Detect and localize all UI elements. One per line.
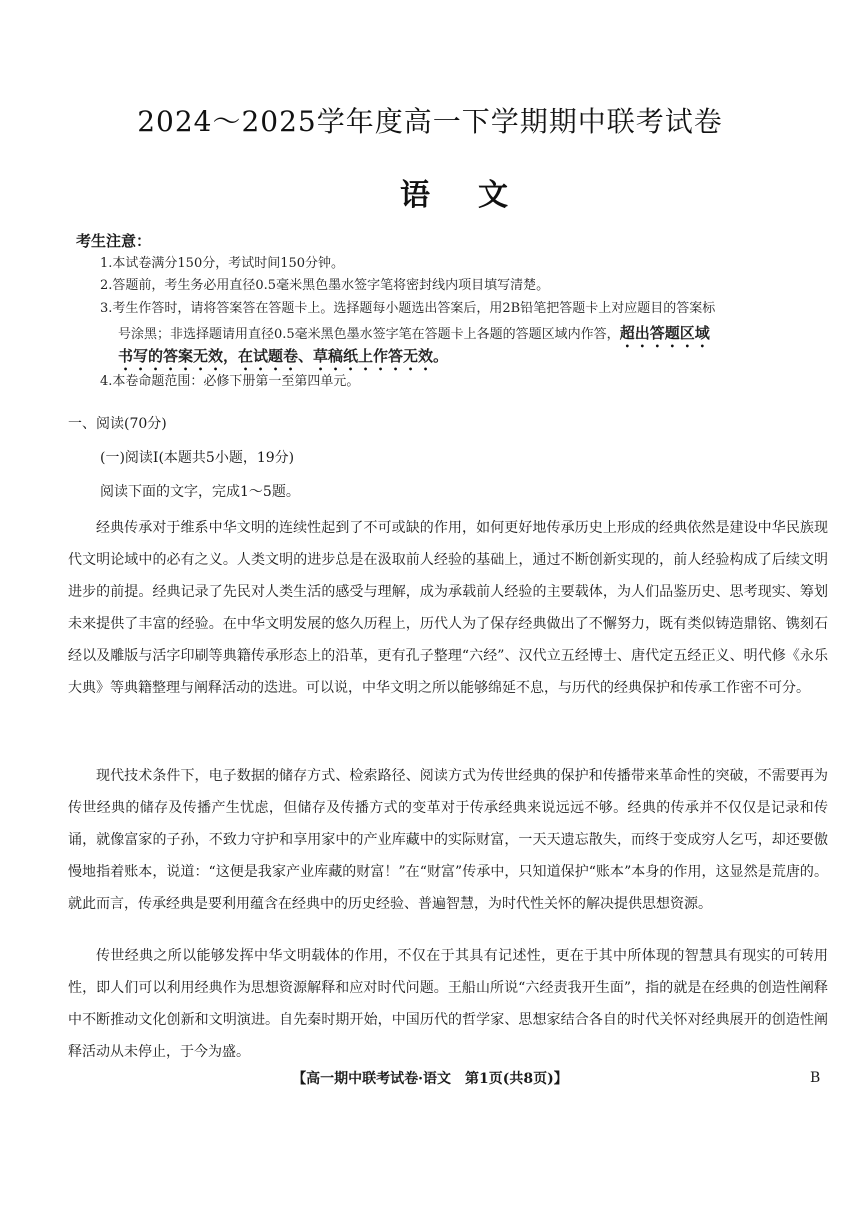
notice-item-2: 2.答题前，考生务必用直径0.5毫米黑色墨水签字笔将密封线内项目填写清楚。 xyxy=(100,278,550,293)
notice-item-3-line-2-plain: 号涂黑；非选择题请用直径0.5毫米黑色墨水签字笔在答题卡上各题的答题区域内作答， xyxy=(118,327,620,342)
subject-title: 语文 xyxy=(400,178,556,213)
notice-heading: 考生注意： xyxy=(76,232,152,250)
passage-paragraph-1: 经典传承对于维系中华文明的连续性起到了不可或缺的作用，如何更好地传承历史上形成的经典依然是建设中华民族现代文明论域中的必有之义。人类文明的进步总是在汲取前人经验的基础上，通过不断创新实现的，前人经验构成了后续文明进步的前提。经典记录了先民对人类生活的感受与理解，成为承载前人经验的主要载体，为人们品鉴历史、思考现实、筹划未来提供了丰富的经验。在中华文明发展的悠久历程上，历代人为了保存经典做出了不懈努力，既有类似铸造鼎铭、镌刻石经以及雕版与活字印刷等典籍传承形态上的沿革，更有孔子整理“六经”、汉代立五经博士、唐代定五经正义、明代修《永乐大典》等典籍整理与阐释活动的迭进。可以说，中华文明之所以能够绵延不息，与历代的经典保护和传承工作密不可分。 xyxy=(68,520,828,696)
reading-instruction: 阅读下面的文字，完成1～5题。 xyxy=(100,484,300,500)
passage-paragraph-3: 传世经典之所以能够发挥中华文明载体的作用，不仅在于其具有记述性，更在于其中所体现的智慧具有现实的可转用性，即人们可以利用经典作为思想资源解释和应对时代问题。王船山所说“六经责我开生面”，指的就是在经典的创造性阐释中不断推动文化创新和文明演进。自先秦时期开始，中国历代的哲学家、思想家结合各自的时代关怀对经典展开的创造性阐释活动从未停止，于今为盛。 xyxy=(68,948,828,1060)
page-footer: 【高一期中联考试卷·语文 第1页(共8页)】 xyxy=(292,1071,568,1087)
exam-title: 2024～2025学年度高一下学期期中联考试卷 xyxy=(137,105,723,138)
notice-emphasis-1: 超出答题区域 xyxy=(619,324,710,342)
notice-item-3-line-1: 3.考生作答时，请将答案答在答题卡上。选择题每小题选出答案后，用2B铅笔把答题卡上对应题目的答案标 xyxy=(100,301,716,316)
notice-item-4: 4.本卷命题范围：必修下册第一至第四单元。 xyxy=(100,374,360,389)
notice-item-1: 1.本试卷满分150分，考试时间150分钟。 xyxy=(100,256,345,271)
notice-item-3-line-3 xyxy=(118,345,448,374)
version-label: B xyxy=(810,1070,821,1086)
subsection-heading: (一)阅读Ⅰ(本题共5小题，19分) xyxy=(100,450,295,466)
notice-emphasis-2: 书写的答案无效，在试题卷、草稿纸上作答无效。 xyxy=(118,347,449,365)
section-heading: 一、阅读(70分) xyxy=(68,416,167,432)
passage-paragraph-2: 现代技术条件下，电子数据的储存方式、检索路径、阅读方式为传世经典的保护和传播带来革命性的突破，不需要再为传世经典的储存及传播产生忧虑，但储存及传播方式的变革对于传承经典来说远远不够。经典的传承并不仅仅是记录和传诵，就像富家的子孙，不致力守护和享用家中的产业库藏中的实际财富，一天天遗忘散失，而终于变成穷人乞丐，却还要傲慢地指着账本，说道：“这便是我家产业库藏的财富！”在“财富”传承中，只知道保护“账本”本身的作用，这显然是荒唐的。就此而言，传承经典是要利用蕴含在经典中的历史经验、普遍智慧，为时代性关怀的解决提供思想资源。 xyxy=(68,768,828,912)
